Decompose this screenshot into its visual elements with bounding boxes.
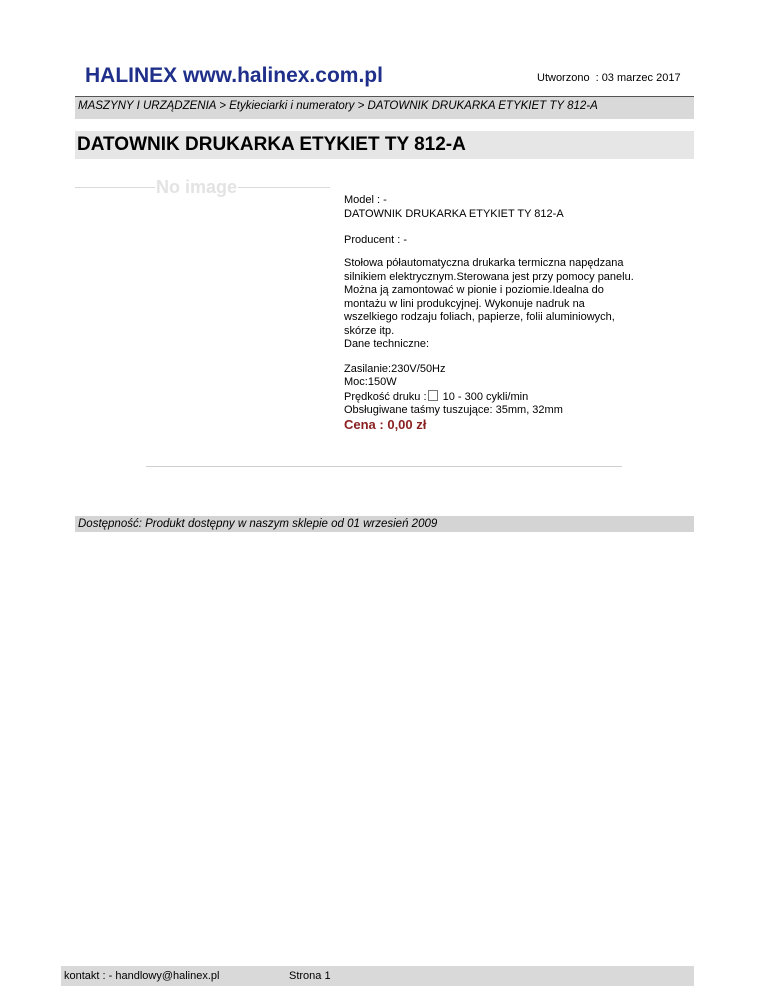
missing-glyph-box-icon: [428, 390, 438, 401]
no-image-placeholder: No image: [156, 177, 238, 197]
model-label: Model : -: [344, 194, 387, 206]
spec-power: Moc:150W: [344, 376, 397, 388]
created-value: : 03 marzec 2017: [595, 72, 681, 84]
product-description: [344, 257, 634, 352]
footer-contact[interactable]: kontakt : - handlowy@halinex.pl: [64, 970, 220, 982]
spec-power-supply: Zasilanie:230V/50Hz: [344, 363, 446, 375]
footer-page-number: Strona 1: [289, 970, 331, 982]
spec-speed-value: 10 - 300 cykli/min: [439, 391, 529, 403]
description-line: wszelkiego rodzaju foliach, papierze, folii aluminiowych,: [344, 311, 615, 323]
created-label: Utworzono: [537, 72, 590, 84]
spec-speed-label: Prędkość druku :: [344, 391, 427, 403]
description-line: silnikiem elektrycznym.Sterowana jest przy pomocy panelu.: [344, 270, 634, 283]
created-date: [537, 72, 681, 84]
page-title: DATOWNIK DRUKARKA ETYKIET TY 812-A: [77, 134, 466, 155]
producer: Producent : -: [344, 234, 407, 246]
description-line: Można ją zamontować w pionie i poziomie.Idealna do: [344, 284, 604, 296]
description-line: Stołowa półautomatyczna drukarka termiczna napędzana: [344, 257, 624, 269]
availability-text: Dostępność: Produkt dostępny w naszym sklepie od 01 wrzesień 2009: [78, 518, 438, 530]
description-line: skórze itp.: [344, 324, 395, 337]
spec-tapes: Obsługiwane taśmy tuszujące: 35mm, 32mm: [344, 404, 563, 416]
divider: [146, 466, 622, 467]
breadcrumb[interactable]: MASZYNY I URZĄDZENIA > Etykieciarki i numeratory > DATOWNIK DRUKARKA ETYKIET TY 812-A: [78, 100, 598, 112]
description-line: Dane techniczne:: [344, 338, 429, 350]
price: Cena : 0,00 zł: [344, 417, 427, 432]
description-line: montażu w lini produkcyjnej. Wykonuje nadruk na: [344, 297, 585, 310]
model-value: DATOWNIK DRUKARKA ETYKIET TY 812-A: [344, 208, 564, 220]
site-title: HALINEX www.halinex.com.pl: [85, 64, 383, 87]
spec-speed: [344, 390, 528, 405]
